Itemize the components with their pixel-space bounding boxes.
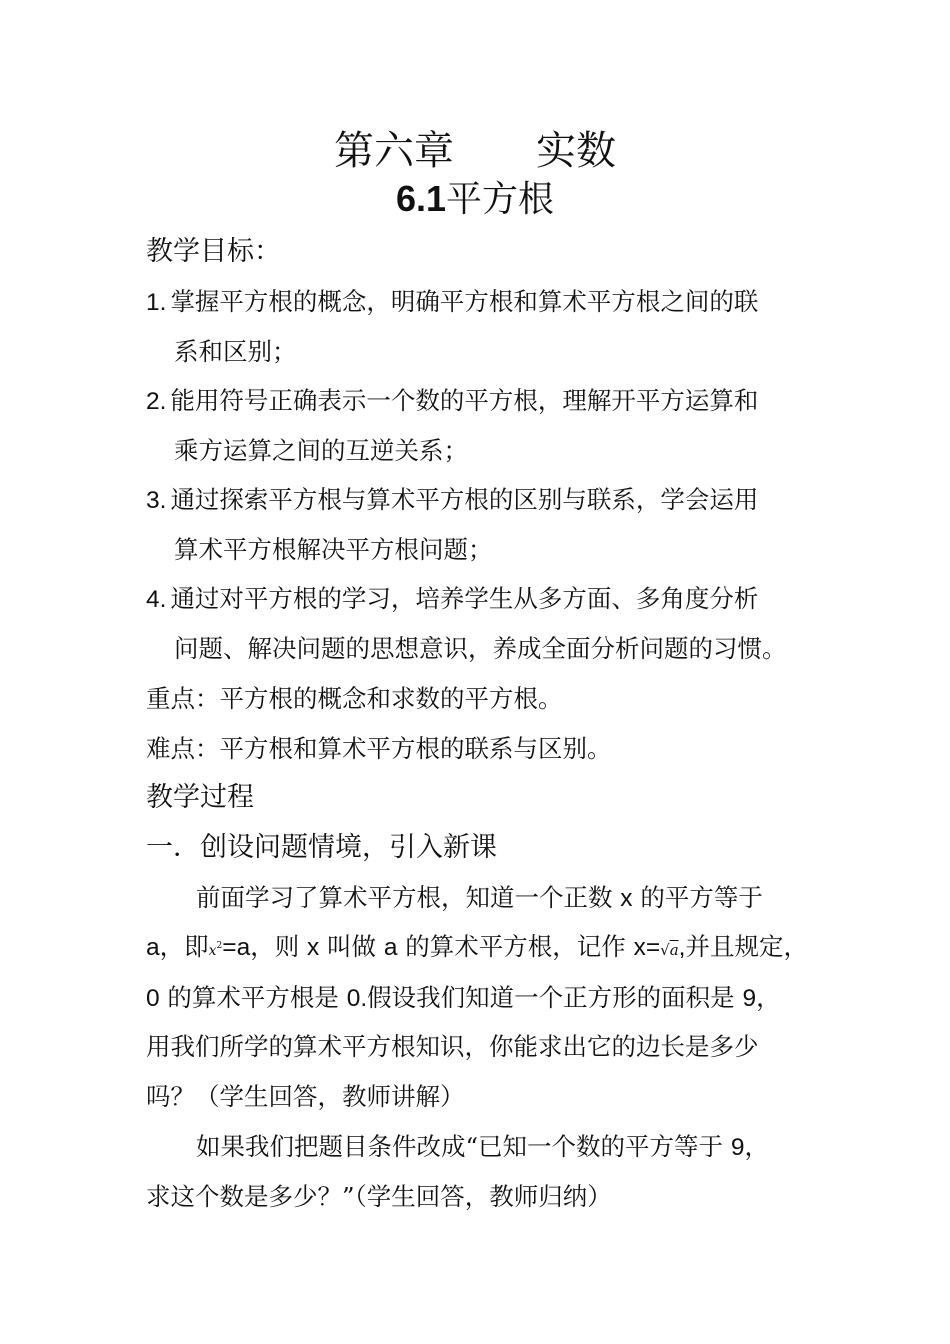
objective-2-number: 2. <box>146 388 167 415</box>
para2-line1: 如果我们把题目条件改成“已知一个数的平方等于 9， <box>196 1132 769 1161</box>
para1-line3: 0 的算术平方根是 0.假设我们知道一个正方形的面积是 9， <box>146 983 781 1012</box>
objective-2 <box>146 384 950 419</box>
objective-3-cont: 算术平方根解决平方根问题； <box>174 535 493 564</box>
objective-4 <box>146 582 950 617</box>
chapter-number: 第六章 <box>334 128 454 174</box>
difficulty: 难点：平方根和算术平方根的联系与区别。 <box>146 734 612 763</box>
var-x: x <box>620 885 633 912</box>
objective-3-number: 3. <box>146 487 167 514</box>
objective-3 <box>146 483 950 518</box>
objective-1-text: 掌握平方根的概念，明确平方根和算术平方根之间的联 <box>170 287 759 316</box>
para1-line5: 吗？（学生回答，教师讲解） <box>146 1082 465 1111</box>
objective-4-text: 通过对平方根的学习，培养学生从多方面、多角度分析 <box>170 584 759 613</box>
chapter-name: 实数 <box>536 128 616 174</box>
section-title <box>0 176 950 223</box>
objectives-heading: 教学目标： <box>146 236 281 267</box>
objective-2-text: 能用符号正确表示一个数的平方根，理解开平方运算和 <box>170 386 759 415</box>
section-name: 平方根 <box>446 179 555 220</box>
section-number: 6.1 <box>395 178 447 219</box>
objective-1-number: 1. <box>146 289 167 316</box>
objective-4-cont: 问题、解决问题的思想意识，养成全面分析问题的习惯。 <box>174 634 787 663</box>
sqrt-a-formula: √a <box>660 941 679 959</box>
key-point: 重点：平方根的概念和求数的平方根。 <box>146 684 563 713</box>
chapter-title <box>0 127 950 175</box>
objective-4-number: 4. <box>146 586 167 613</box>
objective-3-text: 通过探索平方根与算术平方根的区别与联系，学会运用 <box>170 485 759 514</box>
para2-line2: 求这个数是多少？”（学生回答，教师归纳） <box>146 1182 612 1211</box>
para1-line2: a，即$x^2=a$，则 x 叫做 a 的算术平方根，记作 x=√a,并且规定， <box>146 932 808 961</box>
process-heading: 教学过程 <box>146 782 254 813</box>
math-x-squared: x <box>208 943 217 959</box>
objective-1 <box>146 285 950 320</box>
para1-line1: 前面学习了算术平方根，知道一个正数 x 的平方等于 <box>196 883 763 912</box>
sqrt-symbol: √ <box>660 941 670 959</box>
objective-2-cont: 乘方运算之间的互逆关系； <box>174 436 468 465</box>
para1-line4: 用我们所学的算术平方根知识，你能求出它的边长是多少 <box>146 1032 759 1061</box>
objective-1-cont: 系和区别； <box>174 337 297 366</box>
section1-heading: 一．创设问题情境，引入新课 <box>146 832 497 863</box>
